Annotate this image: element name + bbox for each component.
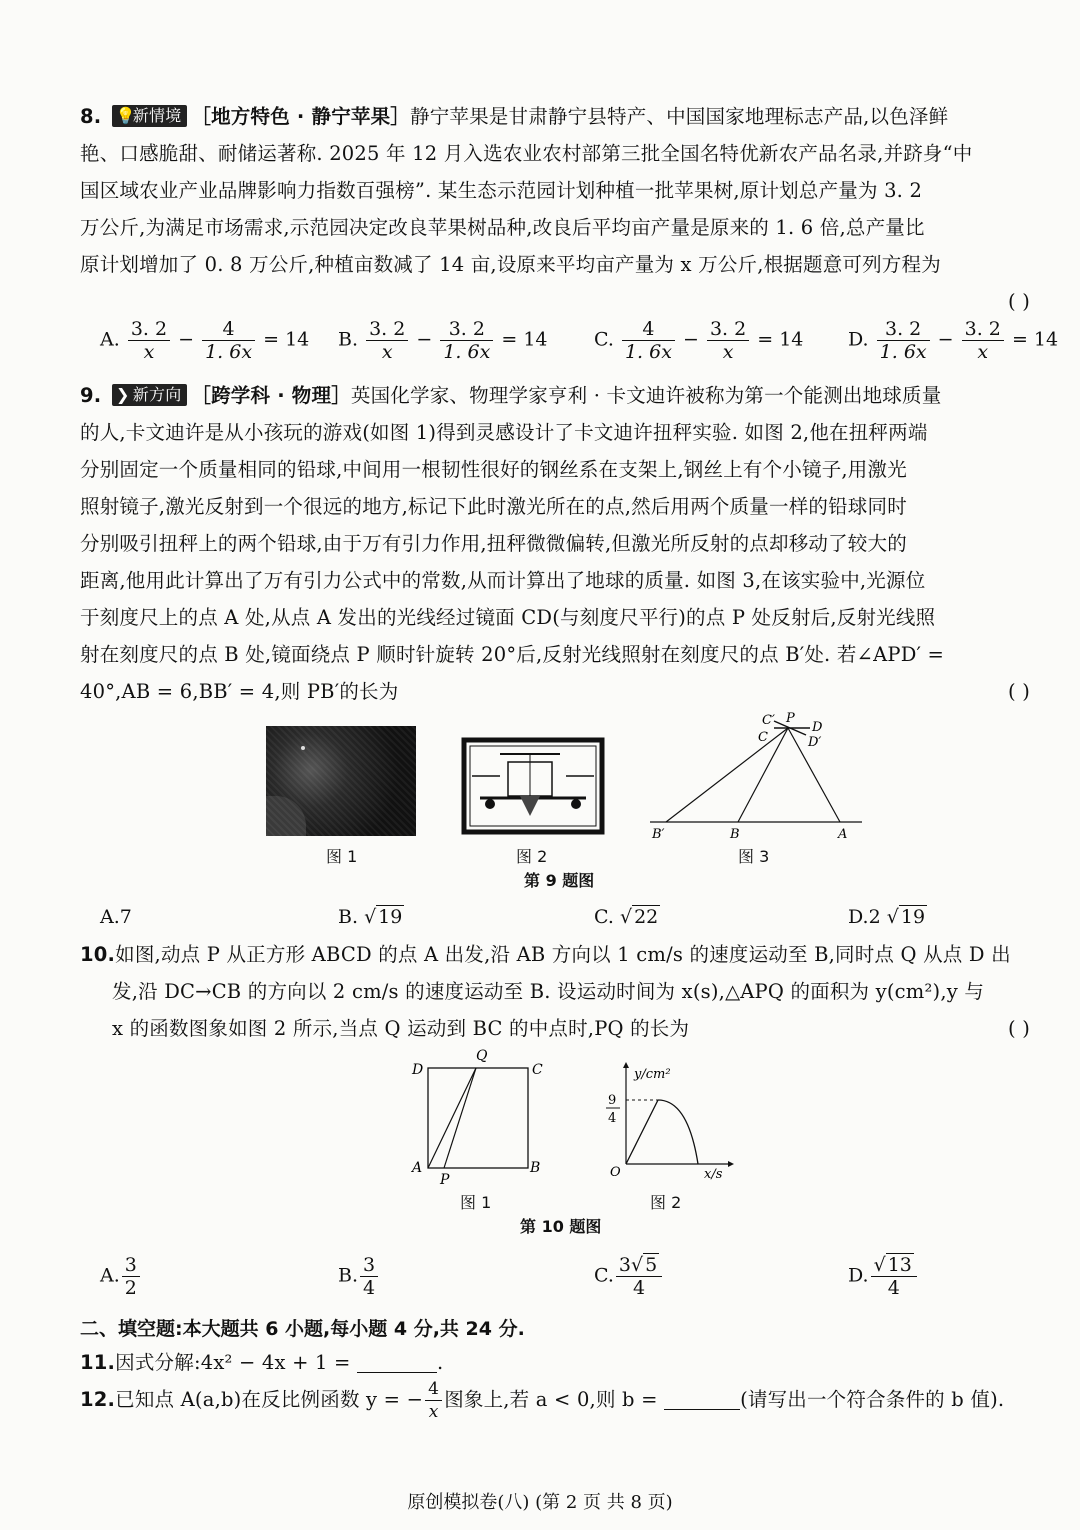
q9-options	[100, 904, 1030, 932]
new-context-badge	[112, 105, 188, 127]
option-c[interactable]: C. $\frac{3√ 5}{4}$	[594, 1254, 664, 1299]
x-axis-label: x/s	[704, 1167, 723, 1182]
q9-figure-1-photo	[266, 726, 416, 836]
fig-caption: 图 3	[738, 847, 770, 866]
option-d[interactable]: D. $\frac{3. 2}{1. 6x}$ − $\frac{3. 2}{x}$ = 14	[848, 318, 1059, 363]
answer-blank[interactable]	[357, 1354, 437, 1373]
text-line: 的人,卡文迪许是从小孩玩的游戏(如图 1)得到灵感设计了卡文迪许扭秤实验. 如图 2,他在扭秤两端	[80, 421, 928, 444]
new-direction-badge	[112, 384, 188, 406]
q10-figure-2-graph	[600, 1060, 735, 1185]
q10-options	[100, 1254, 1030, 1304]
text-line: 40°,AB = 6,BB′ = 4,则 PB′的长为	[80, 680, 399, 703]
label-d: D	[812, 720, 823, 735]
option-a[interactable]: A.7	[100, 906, 132, 928]
label-b-prime: B′	[652, 827, 665, 842]
label-c: C	[532, 1062, 543, 1078]
q8-options	[100, 318, 1059, 368]
answer-blank[interactable]	[664, 1391, 740, 1410]
question-8	[80, 98, 1030, 320]
label-a: A	[838, 827, 848, 842]
question-text: 图象上,若 a < 0,则 b =	[444, 1388, 658, 1411]
q9-figure-3-reflection	[640, 708, 870, 843]
option-b[interactable]: B. $\frac{3. 2}{x}$ − $\frac{3. 2}{1. 6x}$ = 14	[338, 318, 548, 363]
text-line: 万公斤,为满足市场需求,示范园决定改良苹果树品种,改良后平均亩产量是原来的 1. 6 倍,总产量比	[80, 216, 925, 239]
fig-caption: 图 1	[460, 1193, 492, 1212]
label-p: P	[786, 711, 795, 726]
text-line: 如图,动点 P 从正方形 ABCD 的点 A 出发,沿 AB 方向以 1 cm/s 的速度运动至 B,同时点 Q 从点 D 出	[115, 943, 1011, 966]
label-c-prime: C′	[762, 713, 775, 728]
question-text: 已知点 A(a,b)在反比例函数 y = −	[115, 1388, 424, 1411]
figure-title: 第 10 题图	[520, 1217, 602, 1236]
text-line: x 的函数图象如图 2 所示,当点 Q 运动到 BC 的中点时,PQ 的长为	[112, 1017, 690, 1040]
option-d[interactable]: D.2 √ 19	[848, 906, 926, 928]
option-a[interactable]: A. $\frac{3. 2}{x}$ − $\frac{4}{1. 6x}$ = 14	[100, 318, 310, 363]
answer-bracket: ( )	[1007, 1017, 1030, 1040]
answer-bracket: ( )	[1007, 680, 1030, 703]
section-heading: 二、填空题:本大题共 6 小题,每小题 4 分,共 24 分.	[80, 1318, 525, 1340]
option-b[interactable]: B. $\frac{3}{4}$	[338, 1254, 380, 1299]
y-axis-label: y/cm²	[634, 1067, 671, 1082]
badge-label: 新情境	[132, 106, 182, 125]
fig-caption: 图 2	[516, 847, 548, 866]
origin-label: O	[610, 1165, 621, 1180]
label-b: B	[530, 1160, 541, 1176]
question-10	[80, 936, 1030, 1047]
text-line: 国区域农业产业品牌影响力指数百强榜”. 某生态示范园计划种植一批苹果树,原计划总产量为 3. 2	[80, 179, 923, 202]
option-c[interactable]: C. √ 22	[594, 906, 659, 928]
page-footer: 原创模拟卷(八) (第 2 页 共 8 页)	[407, 1492, 673, 1513]
text-line: 原计划增加了 0. 8 万公斤,种植亩数减了 14 亩,设原来平均亩产量为 x 万公斤,根据题意可列方程为	[80, 253, 941, 276]
option-a[interactable]: A. $\frac{3}{2}$	[100, 1254, 142, 1299]
tick-denominator: 4	[608, 1111, 617, 1126]
question-text: 因式分解:4x² − 4x + 1 =	[115, 1351, 351, 1374]
text-line: 射在刻度尺的点 B 处,镜面绕点 P 顺时针旋转 20°后,反射光线照射在刻度尺的点 B′处. 若∠APD′ =	[80, 643, 945, 666]
text-line: 分别吸引扭秤上的两个铅球,由于万有引力作用,扭秤微微偏转,但激光所反射的点却移动了较大的	[80, 532, 907, 555]
question-12: 12.已知点 A(a,b)在反比例函数 y = − $\frac{4}{x}$ 图象上,若 a < 0,则 b = (请写出一个符合条件的 b 值).	[80, 1379, 1005, 1422]
figure-title: 第 9 题图	[524, 871, 595, 890]
fig-caption: 图 2	[650, 1193, 682, 1212]
lightbulb-icon: 💡	[115, 106, 136, 125]
category-label: ［地方特色 · 静宁苹果］	[191, 105, 410, 128]
category-label: ［跨学科 · 物理］	[191, 384, 351, 407]
label-d: D	[412, 1062, 424, 1078]
text-line: 照射镜子,激光反射到一个很远的地方,标记下此时激光所在的点,然后用两个质量一样的铅球同时	[80, 495, 907, 518]
question-hint: (请写出一个符合条件的 b 值).	[740, 1388, 1005, 1411]
option-b[interactable]: B. √ 19	[338, 906, 403, 928]
option-c[interactable]: C. $\frac{4}{1. 6x}$ − $\frac{3. 2}{x}$ = 14	[594, 318, 804, 363]
question-number: 9.	[80, 384, 102, 407]
label-d-prime: D′	[808, 735, 822, 750]
text-line: 距离,他用此计算出了万有引力公式中的常数,从而计算出了地球的质量. 如图 3,在该实验中,光源位	[80, 569, 926, 592]
q8-line-1	[80, 98, 1030, 135]
fig-caption: 图 1	[326, 847, 358, 866]
question-number: 12.	[80, 1388, 116, 1411]
label-c: C	[758, 730, 768, 745]
text-line: 分别固定一个质量相同的铅球,中间用一根韧性很好的钢丝系在支架上,钢丝上有个小镜子,用激光	[80, 458, 907, 481]
tick-numerator: 9	[608, 1093, 617, 1108]
question-number: 10.	[80, 943, 116, 966]
question-number: 11.	[80, 1351, 116, 1374]
label-p: P	[440, 1172, 450, 1188]
label-b: B	[730, 827, 740, 842]
label-a: A	[412, 1160, 423, 1176]
text-line: 静宁苹果是甘肃静宁县特产、中国国家地理标志产品,以色泽鲜	[410, 105, 949, 128]
q9-figure-2-torsion-balance	[460, 736, 606, 836]
text-line: 艳、口感脆甜、耐储运著称. 2025 年 12 月入选农业农村部第三批全国名特优新农产品名录,并跻身“中	[80, 142, 973, 165]
question-number: 8.	[80, 105, 102, 128]
label-q: Q	[476, 1048, 488, 1064]
text-line: 发,沿 DC→CB 的方向以 2 cm/s 的速度运动至 B. 设运动时间为 x(s),△APQ 的面积为 y(cm²),y 与	[112, 980, 985, 1003]
text-line: 于刻度尺上的点 A 处,从点 A 发出的光线经过镜面 CD(与刻度尺平行)的点 P 处反射后,反射光线照	[80, 606, 936, 629]
answer-bracket: ( )	[1007, 290, 1030, 313]
option-d[interactable]: D. $\frac{√ 13}{4}$	[848, 1254, 919, 1299]
text-line: 英国化学家、物理学家亨利 · 卡文迪许被称为第一个能测出地球质量	[350, 384, 942, 407]
arrow-chevron-icon: ❯	[115, 385, 130, 404]
badge-label: 新方向	[132, 385, 182, 404]
q10-figure-1-square	[408, 1044, 558, 1190]
question-11: 11.因式分解:4x² − 4x + 1 = .	[80, 1351, 444, 1374]
question-9	[80, 377, 1030, 710]
